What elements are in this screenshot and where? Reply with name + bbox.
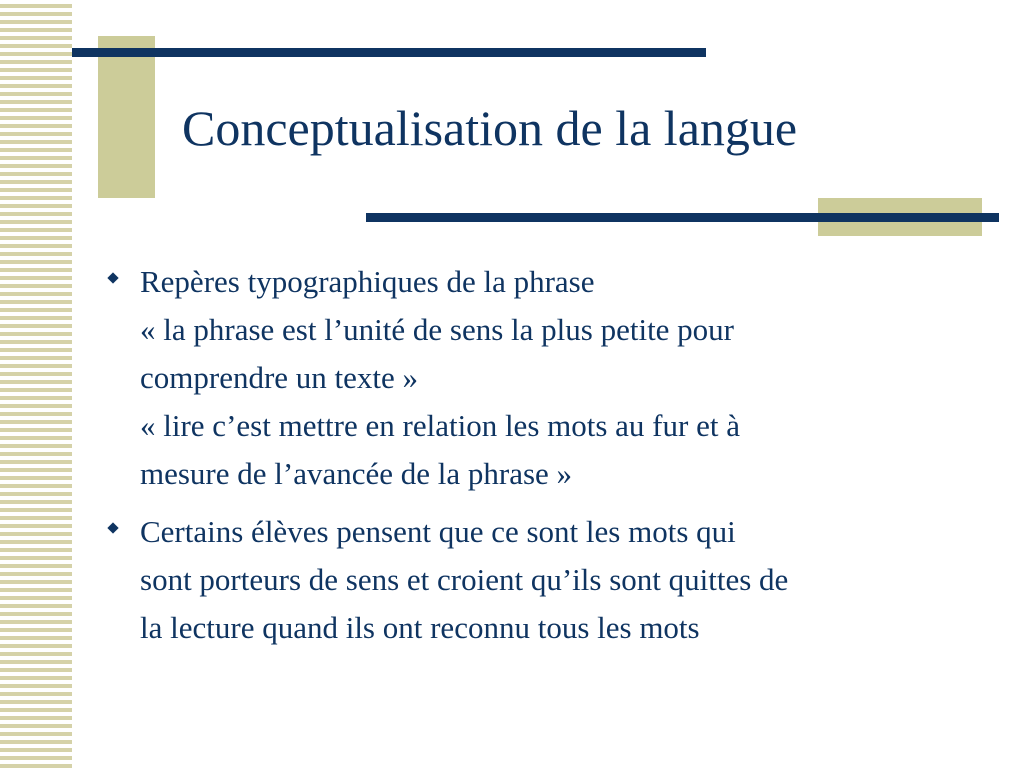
bullet-item (106, 258, 986, 498)
bullet-line: « lire c’est mettre en relation les mots au fur et à (140, 408, 740, 443)
bullet-line: « la phrase est l’unité de sens la plus petite pour (140, 312, 735, 347)
bullet-item (106, 508, 986, 652)
decorative-stripe-bar (0, 0, 72, 768)
decorative-navy-line-top (72, 48, 706, 57)
bullet-line: comprendre un texte » (140, 360, 419, 395)
bullet-line: Repères typographiques de la phrase (140, 264, 595, 299)
bullet-line: la lecture quand ils ont reconnu tous les mots (140, 610, 700, 645)
bullet-line: Certains élèves pensent que ce sont les mots qui (140, 514, 736, 549)
decorative-khaki-block-top (98, 36, 155, 198)
slide-title: Conceptualisation de la langue (182, 100, 798, 156)
diamond-bullet-icon (107, 522, 118, 533)
bullet-list (106, 258, 986, 662)
decorative-navy-line-bottom (366, 213, 999, 222)
bullet-line: sont porteurs de sens et croient qu’ils sont quittes de (140, 562, 789, 597)
diamond-bullet-icon (107, 272, 118, 283)
bullet-line: mesure de l’avancée de la phrase » (140, 456, 573, 491)
